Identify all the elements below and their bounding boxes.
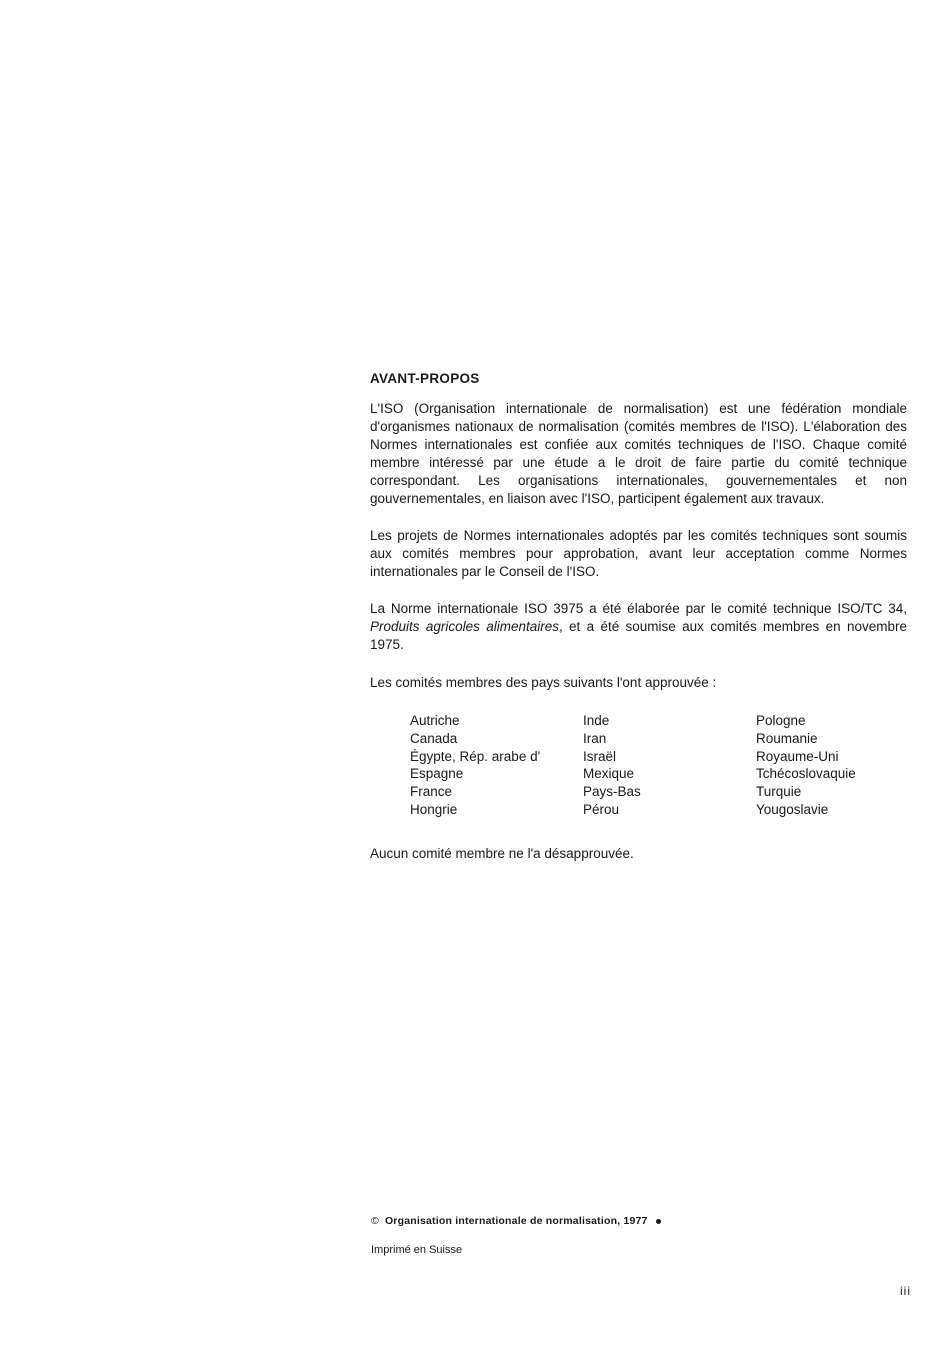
copyright-text: Organisation internationale de normalisation, 1977	[384, 1215, 648, 1227]
paragraph-standard-origin-end: , et a été soumise aux comités membres en novembre 1975.	[370, 619, 907, 652]
country-column-1	[410, 712, 583, 819]
country-item: Israël	[583, 748, 617, 764]
country-item: Mexique	[583, 766, 635, 782]
paragraph-standard-origin	[370, 600, 907, 654]
country-item: Espagne	[410, 766, 464, 782]
country-item: Pays-Bas	[583, 784, 641, 800]
paragraph-draft-standards: Les projets de Normes internationales adoptés par les comités techniques sont soumis aux comités membres pour approbation, avant leur acceptation comme Normes internationales par le Conseil de l'ISO.	[370, 528, 907, 579]
copyright-notice	[371, 1215, 661, 1227]
paragraph-iso-intro: L'ISO (Organisation internationale de normalisation) est une fédération mondiale d'organismes nationaux de normalisation (comités membres de l'ISO). L'élaboration des Normes internationales est confiée aux comités techniques de l'ISO. Chaque comité membre intéressé par une étude a le droit de faire partie du comité technique correspondant. Les organisations internationales, gouvernementales et non gouvernementales, en liaison avec l'ISO, participent également aux travaux.	[370, 401, 907, 506]
foreword-section	[370, 370, 907, 863]
country-item: Pologne	[756, 713, 806, 728]
bullet-icon	[656, 1219, 661, 1224]
country-item: Égypte, Rép. arabe d'	[410, 748, 541, 764]
printed-notice: Imprimé en Suisse	[371, 1244, 463, 1256]
page-number: iii	[900, 1284, 911, 1298]
country-item: Inde	[583, 713, 610, 728]
country-item: Royaume-Uni	[756, 748, 839, 764]
paragraph-no-disapproval: Aucun comité membre ne l'a désapprouvée.	[370, 845, 634, 861]
country-item: Tchécoslovaquie	[756, 766, 856, 782]
country-item: Iran	[583, 730, 607, 746]
country-item: Roumanie	[756, 730, 818, 746]
country-item: Pérou	[583, 801, 620, 817]
country-item: Canada	[410, 730, 458, 746]
country-column-2	[583, 712, 756, 819]
country-item: Autriche	[410, 713, 460, 728]
country-item: France	[410, 784, 453, 800]
country-item: Hongrie	[410, 801, 458, 817]
copyright-icon: ©	[371, 1215, 379, 1227]
country-column-3	[756, 712, 929, 819]
paragraph-standard-origin-start: La Norme internationale ISO 3975 a été élaborée par le comité technique ISO/TC 34,	[370, 601, 907, 616]
committee-title: Produits agricoles alimentaires	[370, 619, 559, 634]
paragraph-approving-members: Les comités membres des pays suivants l'ont approuvée :	[370, 675, 717, 690]
section-heading: AVANT-PROPOS	[370, 371, 480, 386]
country-item: Turquie	[756, 784, 802, 800]
country-list	[410, 712, 907, 819]
country-item: Yougoslavie	[756, 801, 829, 817]
